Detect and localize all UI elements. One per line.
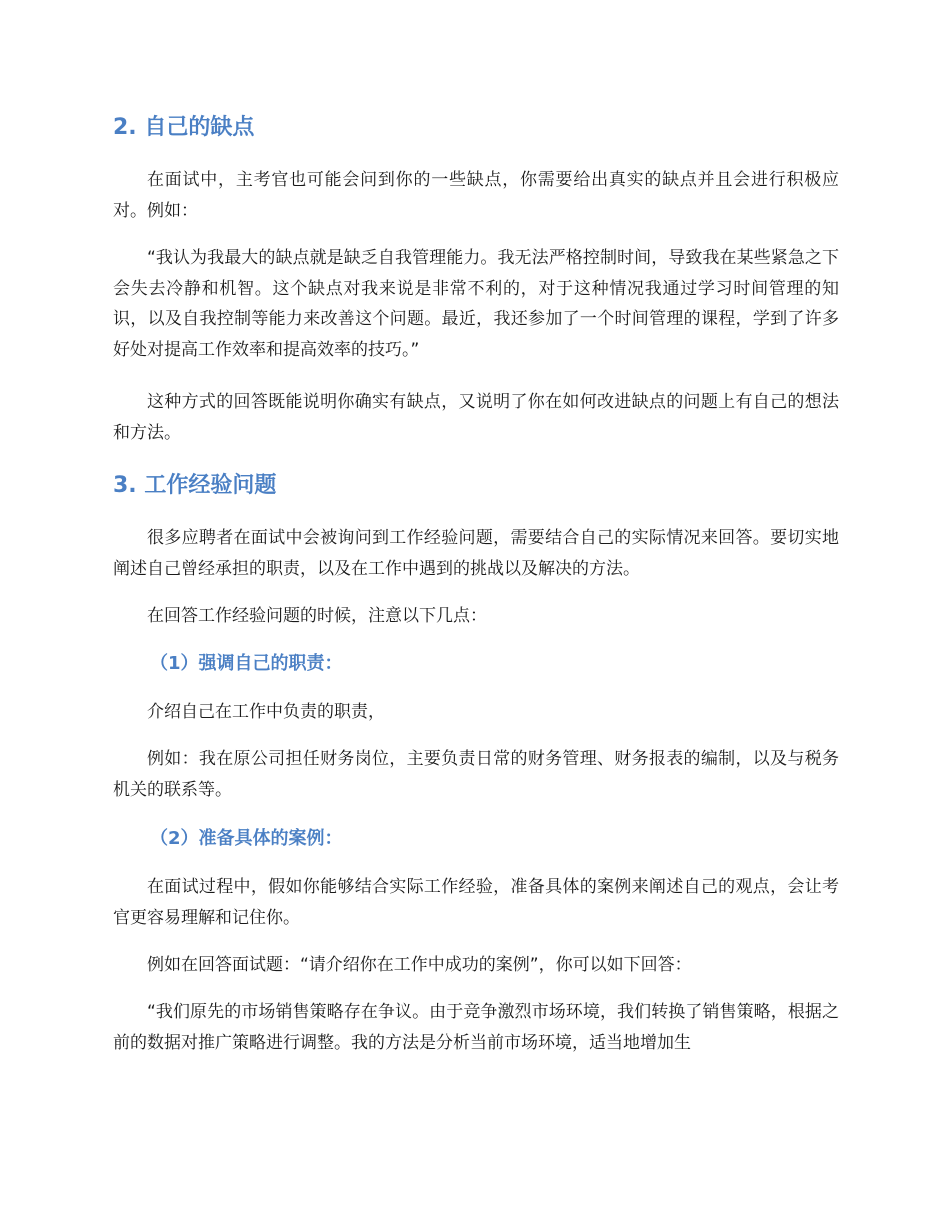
paragraph: 这种方式的回答既能说明你确实有缺点，又说明了你在如何改进缺点的问题上有自己的想法和方法。 bbox=[113, 392, 839, 443]
paragraph: 很多应聘者在面试中会被询问到工作经验问题，需要结合自己的实际情况来回答。要切实地阐述自己曾经承担的职责，以及在工作中遇到的挑战以及解决的方法。 bbox=[113, 528, 839, 579]
paragraph: 在回答工作经验问题的时候，注意以下几点： bbox=[147, 606, 487, 626]
section-heading-work-experience: 3. 工作经验问题 bbox=[113, 473, 277, 498]
paragraph-quote: “我认为我最大的缺点就是缺乏自我管理能力。我无法严格控制时间，导致我在某些紧急之下会失去冷静和机智。这个缺点对我来说是非常不利的，对于这种情况我通过学习时间管理的知识，以及自我控制等能力来改善这个问题。最近，我还参加了一个时间管理的课程，学到了许多好处对提高工作效率和提高效率的技巧。” bbox=[113, 248, 839, 360]
paragraph: 在面试过程中，假如你能够结合实际工作经验，准备具体的案例来阐述自己的观点，会让考官更容易理解和记住你。 bbox=[113, 877, 839, 928]
paragraph-quote: “我们原先的市场销售策略存在争议。由于竞争激烈市场环境，我们转换了销售策略，根据之前的数据对推广策略进行调整。我的方法是分析当前市场环境，适当地增加生 bbox=[113, 1002, 839, 1053]
paragraph: 在面试中，主考官也可能会问到你的一些缺点，你需要给出真实的缺点并且会进行积极应对。例如： bbox=[113, 170, 839, 221]
paragraph: 介绍自己在工作中负责的职责， bbox=[147, 702, 385, 722]
paragraph: 例如：我在原公司担任财务岗位，主要负责日常的财务管理、财务报表的编制，以及与税务机关的联系等。 bbox=[113, 749, 839, 800]
section-heading-weaknesses: 2. 自己的缺点 bbox=[113, 115, 255, 140]
subsection-heading-cases: （2）准备具体的案例： bbox=[150, 828, 343, 849]
subsection-heading-responsibilities: （1）强调自己的职责： bbox=[150, 653, 343, 674]
paragraph: 例如在回答面试题：“请介绍你在工作中成功的案例”，你可以如下回答： bbox=[147, 955, 692, 975]
